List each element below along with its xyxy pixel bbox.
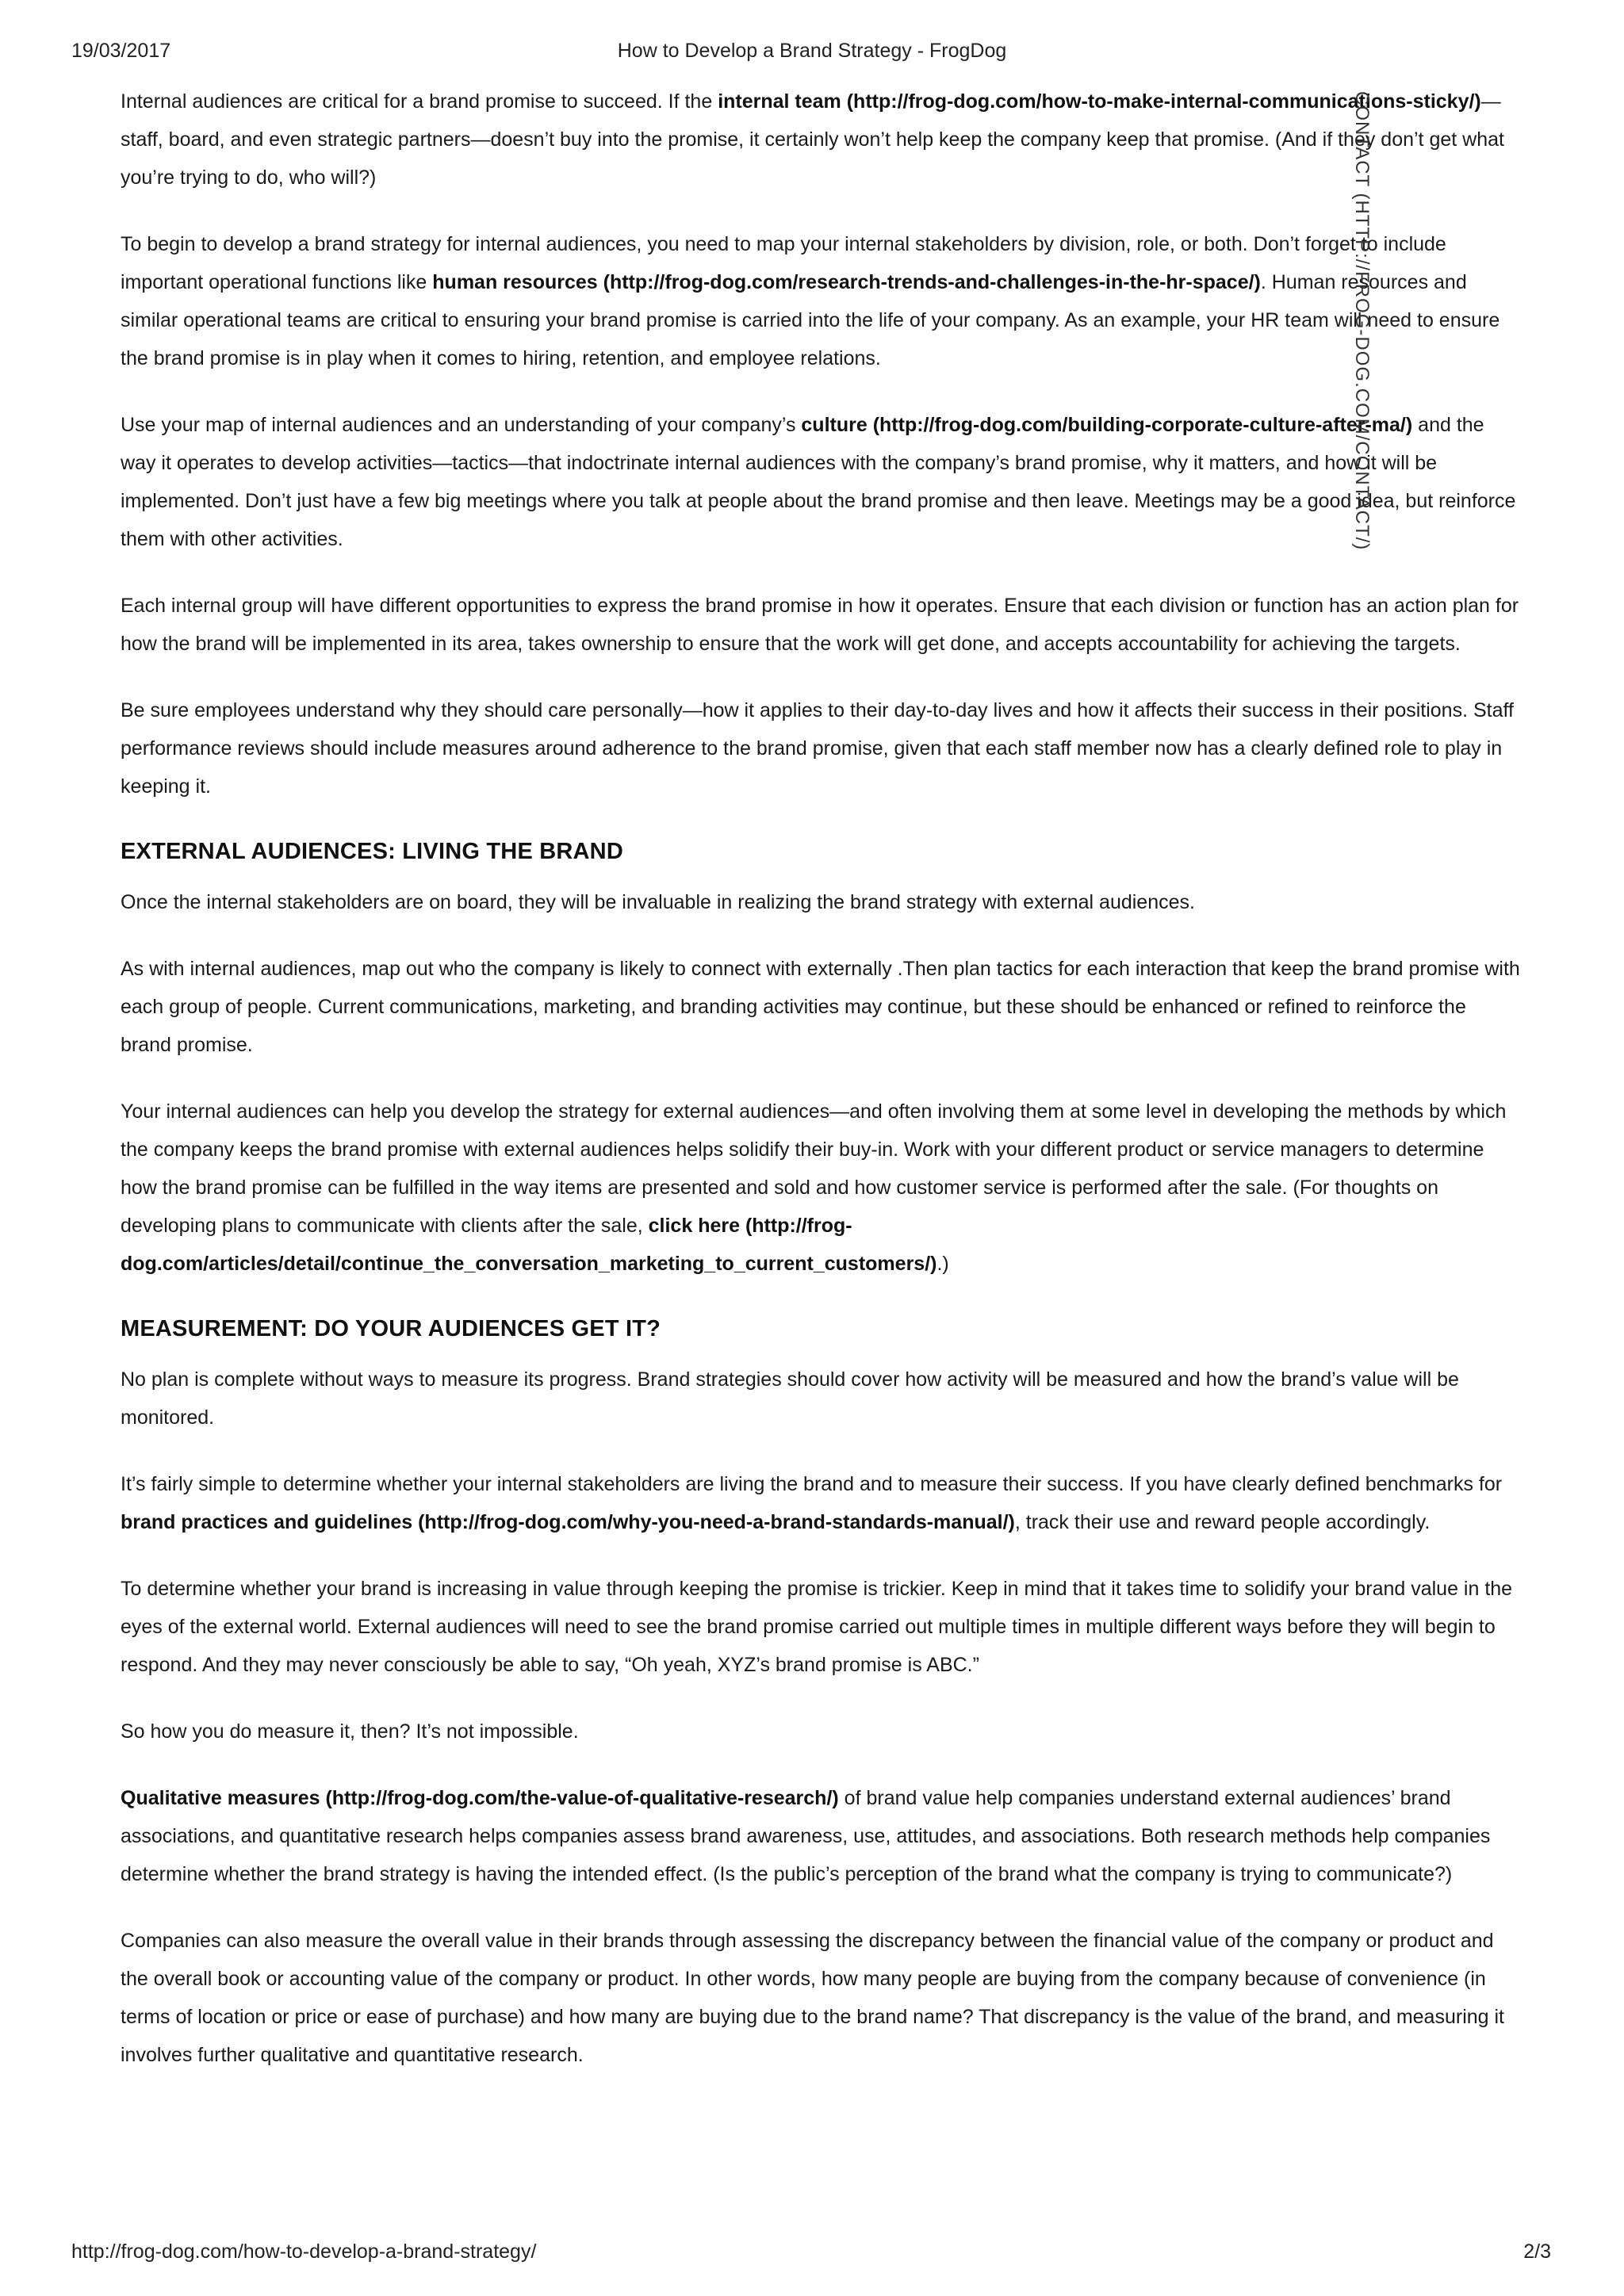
- link-brand-practices[interactable]: brand practices and guidelines (http://frog-dog.com/why-you-need-a-brand-standards-manual/): [121, 1511, 1015, 1533]
- paragraph-external-strategy: Your internal audiences can help you develop the strategy for external audiences—and often involving them at some level in developing the methods by which the company keeps the brand promise with external audiences helps solidify their buy-in. Work with your different product or service managers to determine how the brand promise can be fulfilled in the way items are presented and sold and how customer service is performed after the sale. (For thoughts on developing plans to communicate with clients after the sale, click here (http://frog-dog.com/articles/detail/continue_the_conversation_marketing_to_current_customers/).): [121, 1100, 1507, 1275]
- print-page-title: How to Develop a Brand Strategy - FrogDog: [617, 40, 1007, 62]
- contact-link-vertical[interactable]: CONTACT (HTTP://FROG-DOG.COM/CONTACT/): [1351, 91, 1373, 551]
- print-date: 19/03/2017: [71, 40, 171, 62]
- print-url: http://frog-dog.com/how-to-develop-a-brand-strategy/: [71, 2241, 537, 2263]
- page-number: 2/3: [1523, 2241, 1551, 2263]
- paragraph-culture: Use your map of internal audiences and an understanding of your company’s culture (http://frog-dog.com/building-corporate-culture-after-ma/) and the way it operates to develop activities—tactics—that indoctrinate internal audiences with the company’s brand promise, why it matters, and how it will be implemented. Don’t just have a few big meetings where you talk at people about the brand promise and then leave. Meetings may be a good idea, but reinforce them with other activities.: [121, 414, 1516, 550]
- link-click-here[interactable]: click here (http://frog-dog.com/articles/detail/continue_the_conversation_marketing_to_current_customers/): [121, 1215, 937, 1275]
- paragraph-map-stakeholders: To begin to develop a brand strategy for internal audiences, you need to map your internal stakeholders by division, role, or both. Don’t forget to include important operational functions like human resources (http://frog-dog.com/research-trends-and-challenges-in-the-hr-space/). Human resources and similar operational teams are critical to ensuring your brand promise is carried into the life of your company. As an example, your HR team will need to ensure the brand promise is in play when it comes to hiring, retention, and employee relations.: [121, 233, 1500, 369]
- paragraph-qualitative: Qualitative measures (http://frog-dog.com/the-value-of-qualitative-research/) of brand value help companies understand external audiences’ brand associations, and quantitative research helps companies assess brand awareness, use, attitudes, and associations. Both research methods help companies determine whether the brand strategy is having the intended effect. (Is the public’s perception of the brand what the company is trying to communicate?): [121, 1787, 1491, 1885]
- print-header: [0, 40, 1624, 68]
- paragraph-how-measure: So how you do measure it, then? It’s not impossible.: [121, 1720, 579, 1743]
- link-internal-team[interactable]: internal team (http://frog-dog.com/how-to-make-internal-communications-sticky/): [718, 90, 1481, 113]
- paragraph-employees-care: Be sure employees understand why they should care personally—how it applies to their day-to-day lives and how it affects their success in their positions. Staff performance reviews should include measures around adherence to the brand promise, given that each staff member now has a clearly defined role to play in keeping it.: [121, 699, 1514, 798]
- article-body: [121, 82, 1520, 2103]
- heading-measurement: MEASUREMENT: DO YOUR AUDIENCES GET IT?: [121, 1316, 661, 1341]
- heading-external-audiences: EXTERNAL AUDIENCES: LIVING THE BRAND: [121, 839, 623, 864]
- paragraph-external-map: As with internal audiences, map out who the company is likely to connect with externally .Then plan tactics for each interaction that keep the brand promise with each group of people. Current communications, marketing, and branding activities may continue, but these should be enhanced or refined to reinforce the brand promise.: [121, 958, 1520, 1056]
- link-culture[interactable]: culture (http://frog-dog.com/building-corporate-culture-after-ma/): [801, 414, 1413, 436]
- link-human-resources[interactable]: human resources (http://frog-dog.com/research-trends-and-challenges-in-the-hr-space/): [432, 271, 1261, 293]
- paragraph-internal-groups: Each internal group will have different opportunities to express the brand promise in how it operates. Ensure that each division or function has an action plan for how the brand will be implemented in its area, takes ownership to ensure that the work will get done, and accepts accountability for achieving the targets.: [121, 595, 1519, 655]
- paragraph-internal-audiences: Internal audiences are critical for a brand promise to succeed. If the internal team (http://frog-dog.com/how-to-make-internal-communications-sticky/)—staff, board, and even strategic partners—doesn’t buy into the promise, it certainly won’t help keep the company keep that promise. (And if they don’t get what you’re trying to do, who will?): [121, 90, 1504, 189]
- paragraph-financial-value: Companies can also measure the overall value in their brands through assessing the discrepancy between the financial value of the company or product and the overall book or accounting value of the company or product. In other words, how many people are buying from the company because of convenience (in terms of location or price or ease of purchase) and how many are buying due to the brand name? That discrepancy is the value of the brand, and measuring it involves further qualitative and quantitative research.: [121, 1930, 1504, 2066]
- paragraph-brand-value: To determine whether your brand is increasing in value through keeping the promise is trickier. Keep in mind that it takes time to solidify your brand value in the eyes of the external world. External audiences will need to see the brand promise carried out multiple times in multiple different ways before they will begin to respond. And they may never consciously be able to say, “Oh yeah, XYZ’s brand promise is ABC.”: [121, 1578, 1513, 1676]
- link-qualitative-measures[interactable]: Qualitative measures (http://frog-dog.com/the-value-of-qualitative-research/): [121, 1787, 839, 1809]
- paragraph-internal-measure: It’s fairly simple to determine whether your internal stakeholders are living the brand and to measure their success. If you have clearly defined benchmarks for brand practices and guidelines (http://frog-dog.com/why-you-need-a-brand-standards-manual/), track their use and reward people accordingly.: [121, 1473, 1503, 1533]
- paragraph-measure-progress: No plan is complete without ways to measure its progress. Brand strategies should cover how activity will be measured and how the brand’s value will be monitored.: [121, 1368, 1459, 1429]
- paragraph-external-intro: Once the internal stakeholders are on board, they will be invaluable in realizing the brand strategy with external audiences.: [121, 891, 1195, 913]
- print-footer: [0, 2241, 1624, 2269]
